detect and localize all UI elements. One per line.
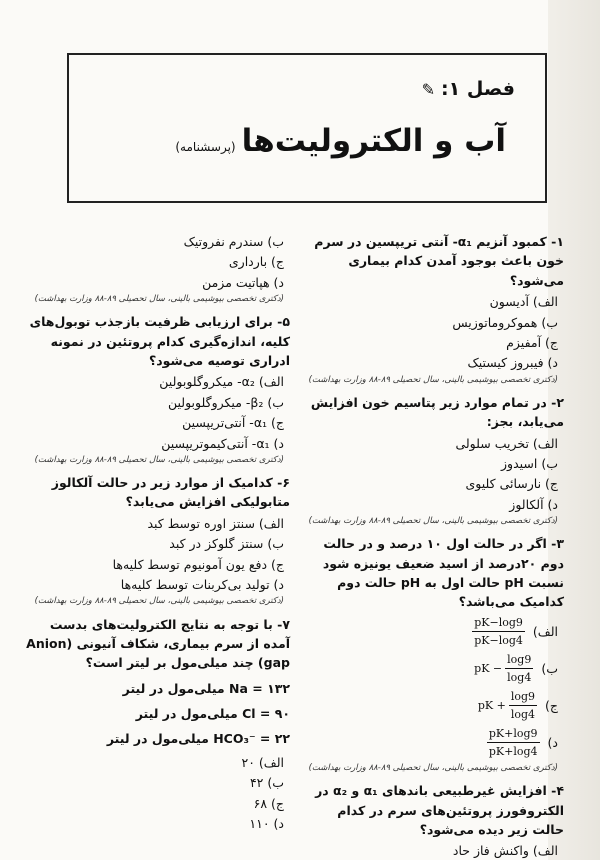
question-6 <box>25 473 290 608</box>
option <box>306 688 564 723</box>
question-stem: ۶- کدامیک از موارد زیر در حالت آلکالوز متابولیکی افزایش می‌یابد؟ <box>51 475 290 510</box>
question-stem: ۳- اگر در حالت اول ۱۰ درصد و در حالت دوم ۲۰درصد از اسید ضعیف یونیزه شود نسبت pH حالت اول به pH حالت دوم کدامیک می‌باشد؟ <box>322 536 564 610</box>
formula-prefix: pK − <box>474 661 503 675</box>
chapter-title-sub: (پرسشنامه) <box>175 140 236 154</box>
option: د) ۱۱۰ <box>249 815 284 831</box>
formula-numerator: pK−log9 <box>472 614 525 632</box>
formula-numerator: log9 <box>505 651 533 669</box>
option: ج) بارداری <box>228 254 284 270</box>
option: ب) سندرم نفروتیک <box>183 234 284 249</box>
left-column <box>25 232 290 834</box>
question-2 <box>306 393 564 528</box>
option: ج) آمفیزم <box>506 334 558 350</box>
option: د) آلکالوز <box>509 496 558 512</box>
lab-value: Na = ۱۳۲ میلی‌مول در لیتر <box>122 680 290 696</box>
question-7 <box>25 615 290 834</box>
question-source: (دکتری تخصصی بیوشیمی بالینی، سال تحصیلی ۸۹-۸۸ وزارت بهداشت) <box>34 596 284 607</box>
chapter-title-main: آب و الکترولیت‌ها <box>241 123 506 159</box>
chapter-label <box>422 78 515 100</box>
option: ج) نارسائی کلیوی <box>465 476 558 492</box>
pen-icon: ✎ <box>421 79 436 99</box>
option: ب) سنتز گلوکز در کبد <box>169 536 284 552</box>
formula <box>472 614 525 649</box>
question-source: (دکتری تخصصی بیوشیمی بالینی، سال تحصیلی ۸۹-۸۸ وزارت بهداشت) <box>308 374 558 385</box>
question-source: (دکتری تخصصی بیوشیمی بالینی، سال تحصیلی ۸۹-۸۸ وزارت بهداشت) <box>308 763 558 774</box>
option <box>306 725 564 760</box>
question-source: (دکتری تخصصی بیوشیمی بالینی، سال تحصیلی ۸۹-۸۸ وزارت بهداشت) <box>34 454 284 465</box>
right-column <box>306 232 564 860</box>
lab-value: HCO₃⁻ = ۲۲ میلی‌مول در لیتر <box>106 731 290 747</box>
question-4-continued <box>25 232 290 306</box>
option: ب) ۴۲ <box>249 775 284 791</box>
option-label: ب) <box>541 660 558 676</box>
formula-fraction <box>505 651 533 686</box>
lab-value: Cl = ۹۰ میلی‌مول در لیتر <box>135 706 290 722</box>
question-source: (دکتری تخصصی بیوشیمی بالینی، سال تحصیلی ۸۹-۸۸ وزارت بهداشت) <box>34 294 284 305</box>
formula-fraction <box>509 688 537 723</box>
question-1 <box>306 232 564 387</box>
option: ب) β₂- میکروگلوبولین <box>168 394 284 410</box>
option: الف) واکنش فاز حاد <box>452 843 558 859</box>
option <box>306 614 564 649</box>
formula-denominator: pK+log4 <box>488 745 538 759</box>
option: ج) ۶۸ <box>253 795 284 811</box>
option: د) تولید بی‌کربنات توسط کلیه‌ها <box>120 576 284 592</box>
question-source: (دکتری تخصصی بیوشیمی بالینی، سال تحصیلی ۸۹-۸۸ وزارت بهداشت) <box>308 516 558 527</box>
formula <box>478 688 537 723</box>
option: الف) سنتز اوره توسط کبد <box>147 515 284 531</box>
option: الف) ۲۰ <box>241 754 284 770</box>
question-3 <box>306 534 564 775</box>
formula-denominator: log4 <box>507 670 532 684</box>
option-label: الف) <box>532 623 558 639</box>
formula-numerator: pK+log9 <box>487 725 540 743</box>
option: د) هپاتیت مزمن <box>202 274 284 290</box>
chapter-title <box>175 123 506 159</box>
option: د) α₁- آنتی‌کیموتریپسین <box>161 435 284 451</box>
question-4 <box>306 781 564 860</box>
question-stem: ۱- کمبود آنزیم α₁- آنتی تریپسین در سرم خون باعث بوجود آمدن کدام بیماری می‌شود؟ <box>314 234 564 288</box>
formula-numerator: log9 <box>509 688 537 706</box>
option: د) فیبروز کیستیک <box>467 355 558 371</box>
option: الف) آدیسون <box>489 294 558 310</box>
option: الف) α₂- میکروگلوبولین <box>159 374 284 390</box>
formula-denominator: pK−log4 <box>474 633 523 647</box>
option <box>306 651 564 686</box>
chapter-label-text: فصل ۱: <box>441 78 515 100</box>
option-label: ج) <box>545 697 558 713</box>
formula <box>487 725 540 760</box>
question-stem: ۲- در تمام موارد زیر پتاسیم خون افزایش می‌یابد، بجز: <box>310 394 564 430</box>
formula-prefix: pK + <box>477 698 506 712</box>
option-label: د) <box>547 734 558 750</box>
option: ب) هموکروماتوزیس <box>452 314 558 330</box>
question-5 <box>25 312 290 467</box>
question-stem: ۴- افزایش غیرطبیعی باندهای α₁ و α₂ در الکتروفورز پروتئین‌های سرم در کدام حالت زیر دیده می‌شود؟ <box>315 783 564 838</box>
option: ب) اسیدوز <box>501 455 558 471</box>
option: الف) تخریب سلولی <box>455 435 558 451</box>
formula <box>474 651 533 686</box>
option: ج) دفع یون آمونیوم توسط کلیه‌ها <box>112 556 284 572</box>
option: ج) α₁- آنتی‌تریپسین <box>182 415 284 431</box>
formula-denominator: log4 <box>510 707 536 721</box>
question-stem: ۵- برای ارزیابی ظرفیت بازجذب توبول‌های کلیه، اندازه‌گیری کدام پروتئین در نمونه ادراری توصیه می‌شود؟ <box>29 314 290 369</box>
question-stem: ۷- با توجه به نتایج الکترولیت‌های بدست آمده از سرم بیماری، شکاف آنیونی (Anion gap) چند میلی‌مول بر لیتر است؟ <box>26 616 290 671</box>
